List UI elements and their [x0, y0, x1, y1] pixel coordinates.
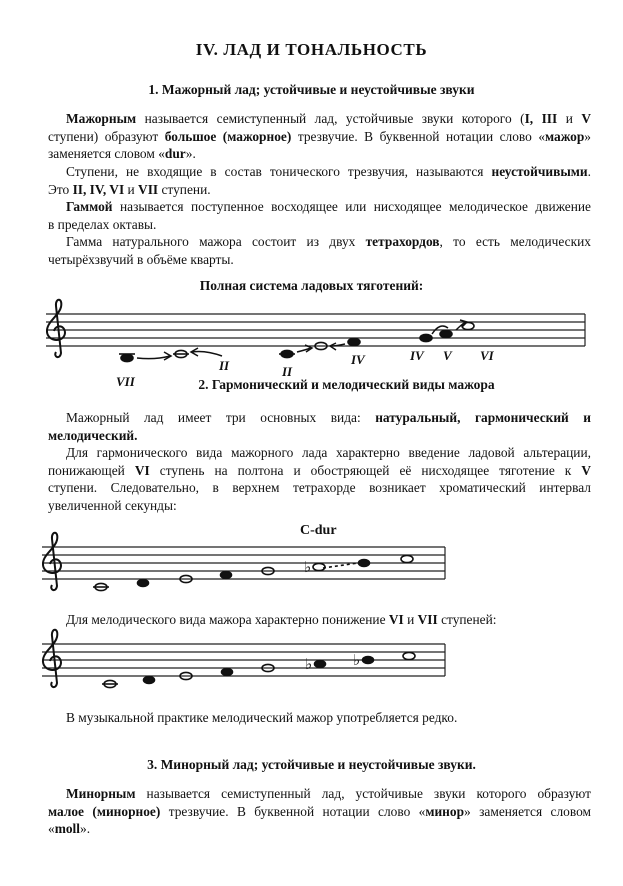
text-line: ступени. Следовательно, в верхнем тетрахорде возникает хроматический интервал — [48, 480, 591, 495]
flat-icon: ♭ — [353, 651, 361, 669]
section-1-heading: 1. Мажорный лад; устойчивые и неустойчивые звуки — [148, 82, 475, 97]
degree-label: VI — [480, 348, 494, 363]
text-line: заменяется словом «dur». — [48, 146, 196, 161]
text-line: малое (минорное) трезвучие. В буквенной нотации слово «минор» заменяется словом — [48, 803, 591, 819]
text-line: «moll». — [48, 821, 91, 836]
staff-lines — [42, 644, 445, 676]
degree-label: VII — [116, 374, 135, 389]
text-line: Мажорным называется семиступенный лад, устойчивые звуки которого (I, III и V — [66, 111, 591, 126]
text-line: Ступени, не входящие в состав тонического трезвучия, называются неустойчивыми. — [66, 164, 591, 179]
paragraph-melodic-major: Для мелодического вида мажора характерно понижение VI и VII ступеней: — [66, 612, 497, 627]
degree-label: II — [219, 358, 230, 373]
text-line: Гамма натурального мажора состоит из двух тетрахордов, то есть мелодических — [66, 234, 591, 249]
degree-label: II — [282, 364, 293, 379]
note-b-flat — [363, 657, 374, 664]
flat-icon: ♭ — [304, 558, 312, 576]
treble-clef-icon — [43, 630, 61, 687]
paragraph-minor-definition — [48, 785, 591, 838]
degree-label: IV — [351, 352, 365, 367]
page-title: IV. ЛАД И ТОНАЛЬНОСТЬ — [195, 40, 428, 59]
text-line: мелодический. — [48, 427, 138, 443]
text-line: четырёхзвучий в объёме кварты. — [48, 251, 234, 267]
note-f — [222, 669, 233, 676]
text-line: понижающей VI ступень на полтона и обостряющей её нисходящее тяготение к V — [48, 462, 591, 478]
degree-label: V — [443, 348, 452, 363]
text-line: Мажорный лад имеет три основных вида: натуральный, гармонический и — [66, 410, 591, 425]
key-label: C-dur — [300, 523, 337, 538]
text-line: Это II, IV, VI и VII ступени. — [48, 181, 211, 197]
note-c-high — [403, 652, 415, 659]
section-2-heading: 2. Гармонический и мелодический виды мажора — [198, 377, 495, 392]
tendency-system-heading: Полная система ладовых тяготений: — [199, 278, 424, 293]
section-3-heading: 3. Минорный лад; устойчивые и неустойчивые звуки. — [147, 757, 476, 772]
note-a-flat — [315, 661, 326, 668]
paragraph-melodic-rare: В музыкальной практике мелодический мажор употребляется редко. — [66, 710, 458, 725]
text-line: Минорным называется семиступенный лад, устойчивые звуки которого образуют — [66, 786, 591, 801]
flat-icon: ♭ — [305, 655, 313, 673]
text-line: увеличенной секунды: — [48, 497, 177, 513]
text-line: ступени) образуют большое (мажорное) трезвучие. В буквенной нотации слово «мажор» — [48, 128, 591, 144]
degree-label: IV — [410, 348, 424, 363]
text-line: Для гармонического вида мажорного лада характерно введение ладовой альтерации, — [66, 445, 591, 460]
notes — [102, 651, 415, 688]
text-line: Гаммой называется поступенное восходящее или нисходящее мелодическое движение — [66, 199, 591, 214]
text-line: в пределах октавы. — [48, 216, 157, 232]
note-d — [144, 677, 155, 684]
